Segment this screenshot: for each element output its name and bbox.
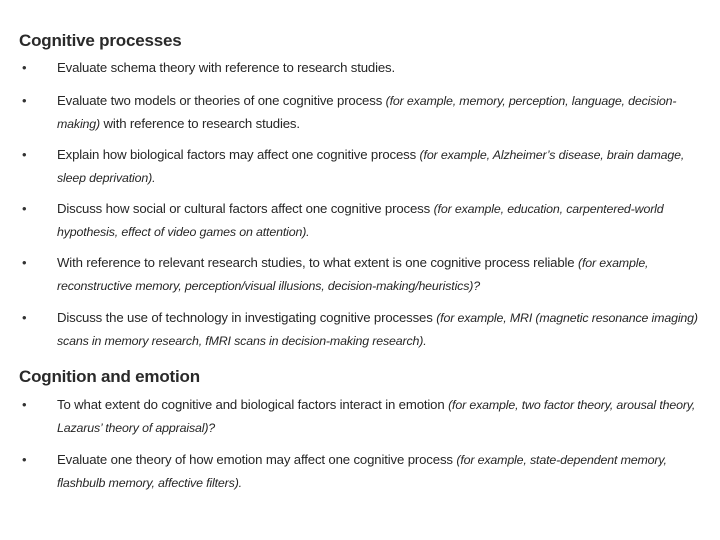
bullet-icon: • [22,397,27,412]
bullet-icon: • [22,147,27,162]
item-example-text: (for example, MRI (magnetic resonance imaging) scans in memory research, fMRI scans in decision-making research). [57,311,698,348]
item-example-text: (for example, memory, perception, language, decision-making) [57,94,677,131]
item-text [57,307,712,352]
item-text [57,252,712,297]
item-main-text: Discuss the use of technology in investigating cognitive processes [57,310,437,325]
item-main-text: Explain how biological factors may affect one cognitive process [57,147,420,162]
bullet-icon: • [22,255,27,270]
item-example-text: (for example, two factor theory, arousal theory, Lazarus’ theory of appraisal)? [57,398,696,435]
bullet-icon: • [22,60,27,75]
item-text [57,57,712,80]
item-example-text: (for example, education, carpentered-world hypothesis, effect of video games on attention). [57,202,664,239]
item-main-text: Evaluate schema theory with reference to research studies. [57,60,396,75]
item-example-text: (for example, Alzheimer’s disease, brain damage, sleep deprivation). [57,148,685,185]
item-text [57,394,712,439]
item-text [57,90,712,135]
item-main-text: Evaluate two models or theories of one cognitive process [57,93,386,108]
bullet-icon: • [22,310,27,325]
bullet-icon: • [22,201,27,216]
item-main-text: Evaluate one theory of how emotion may affect one cognitive process [57,452,457,467]
item-main-text: To what extent do cognitive and biological factors interact in emotion [57,397,449,412]
item-example-text: (for example, reconstructive memory, perception/visual illusions, decision-making/heuristics)? [57,256,649,293]
section-title-cognition-and-emotion: Cognition and emotion [19,367,200,386]
bullet-icon: • [22,452,27,467]
item-main-text: With reference to relevant research studies, to what extent is one cognitive process reliable [57,255,578,270]
bullet-icon: • [22,93,27,108]
item-text [57,449,712,494]
item-text [57,198,712,243]
item-example-text: (for example, state-dependent memory, flashbulb memory, affective filters). [57,453,667,490]
item-main-text: Discuss how social or cultural factors affect one cognitive process [57,201,434,216]
section-title-cognitive-processes: Cognitive processes [19,31,182,50]
item-tail-text: with reference to research studies. [100,115,300,131]
item-text [57,144,712,189]
